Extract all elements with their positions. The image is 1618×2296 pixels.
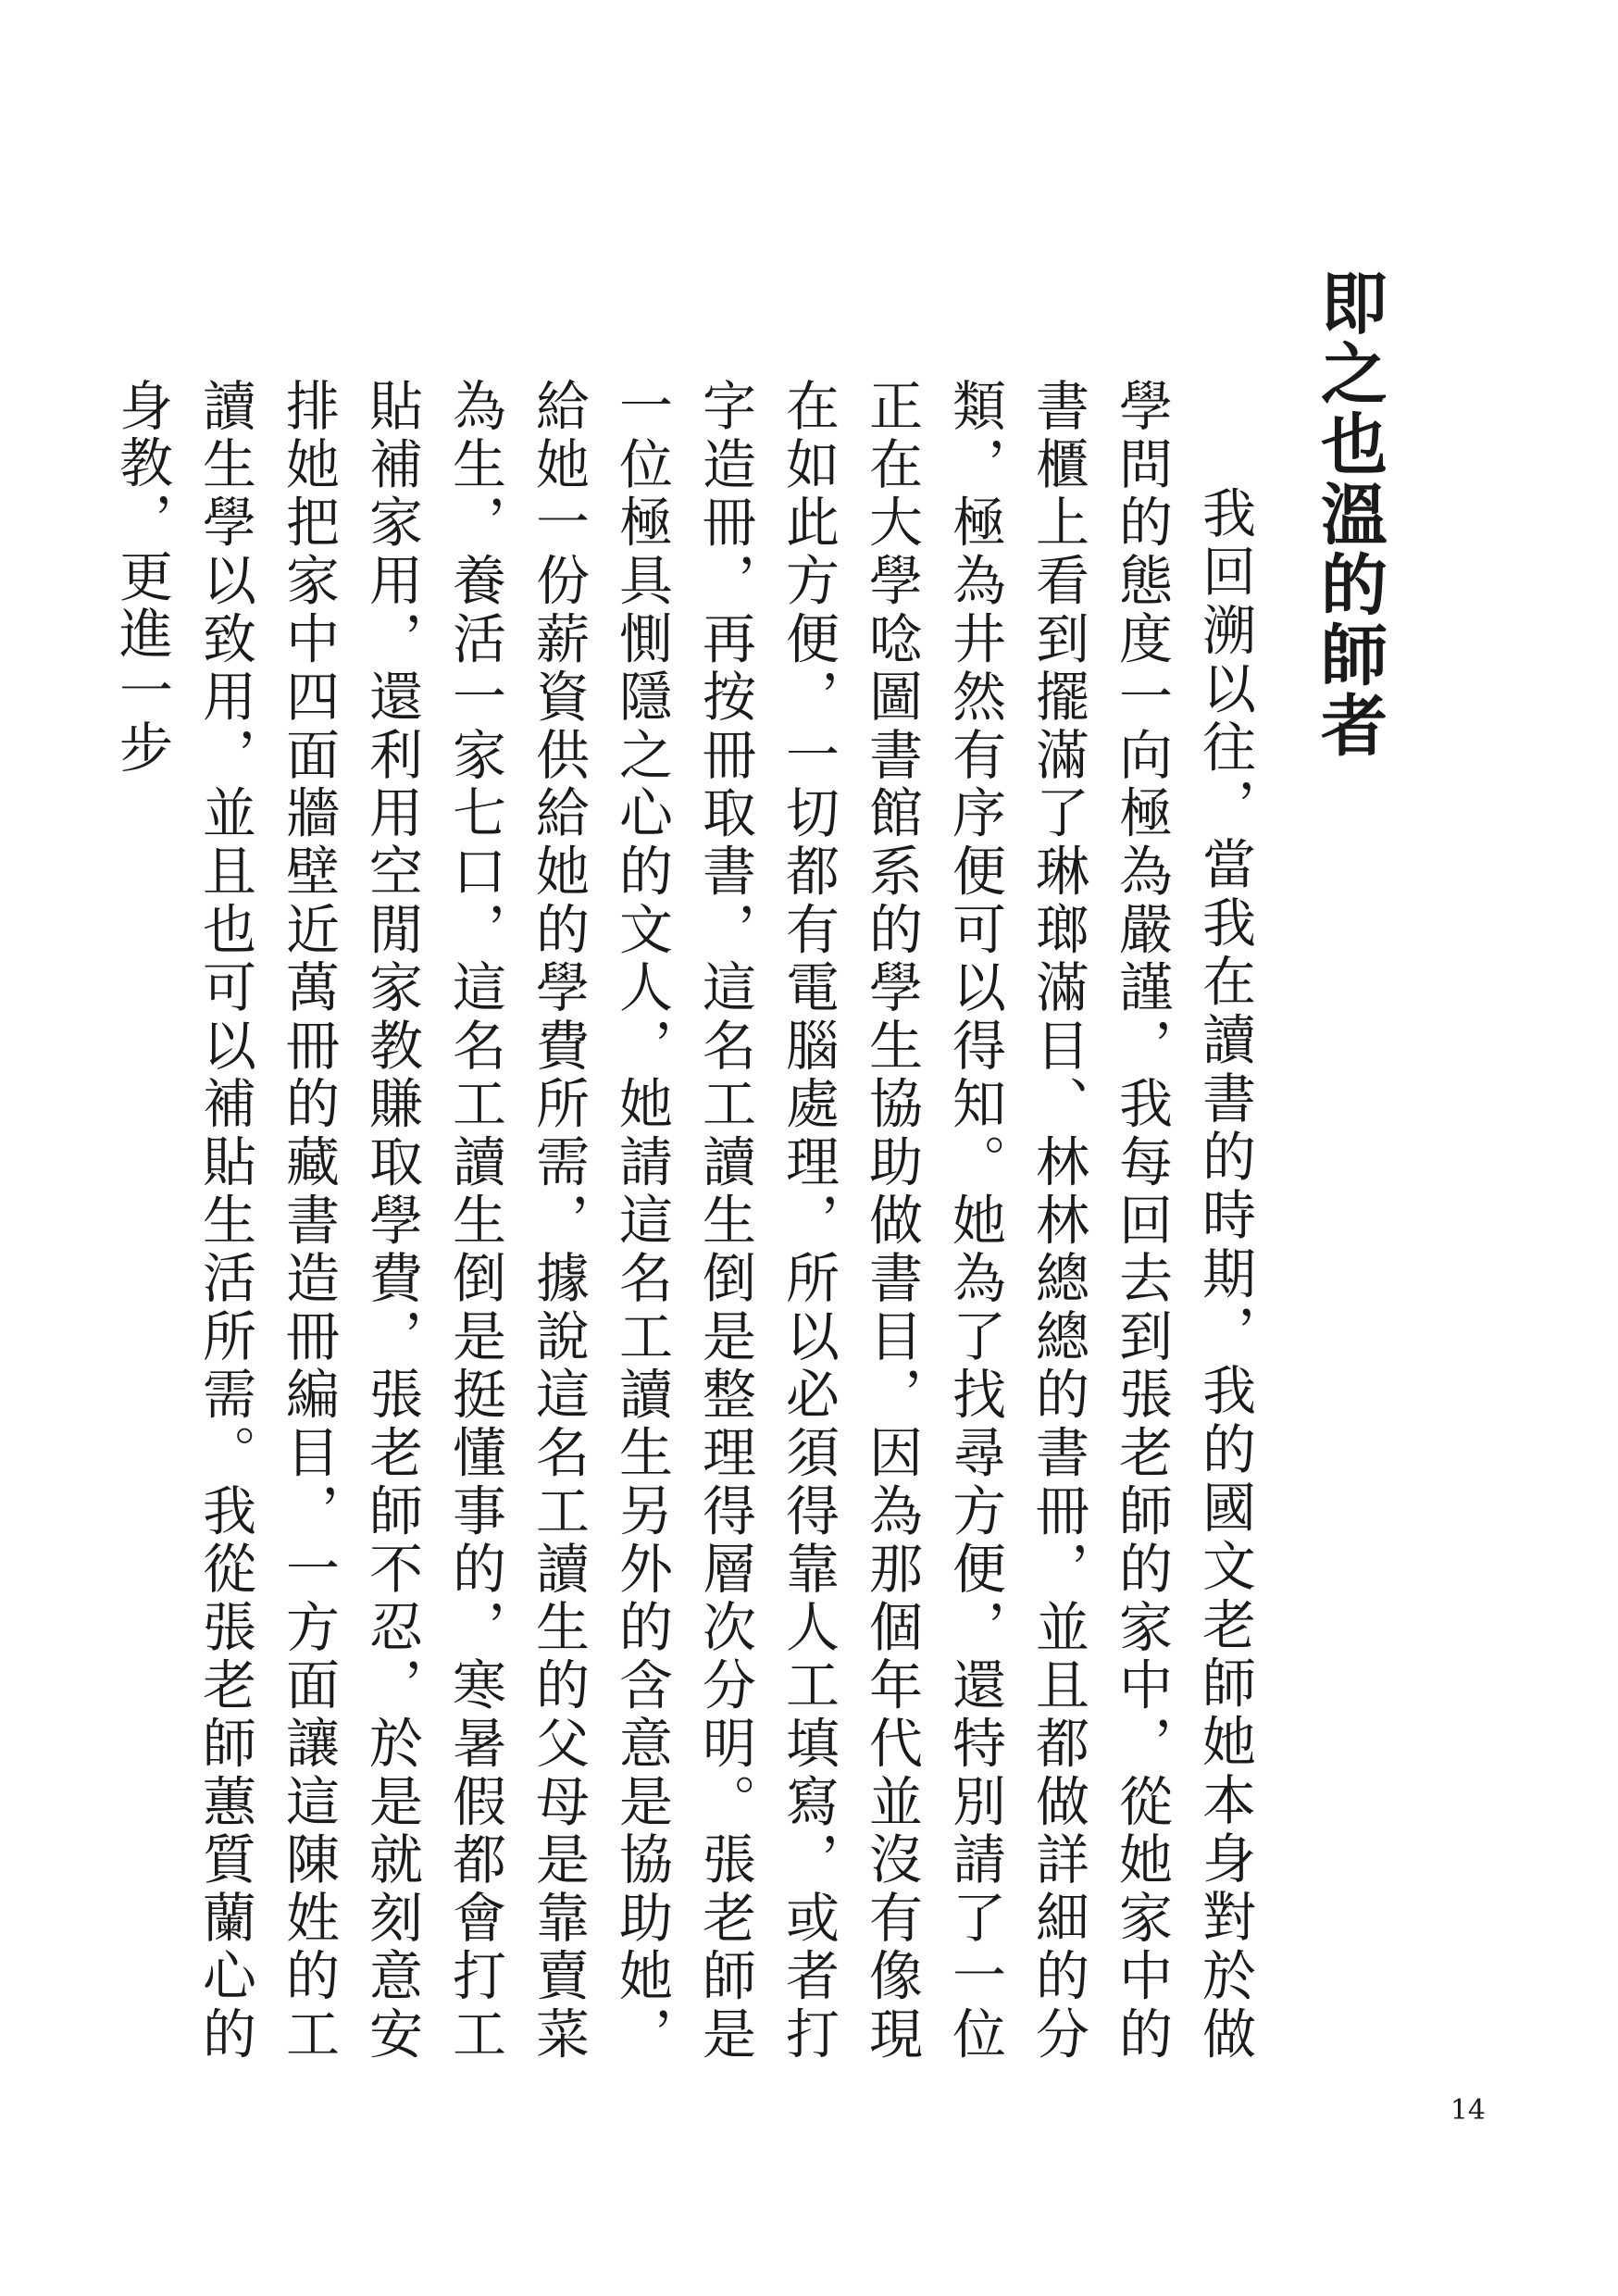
body-text bbox=[100, 378, 1266, 2063]
page-number: 14 bbox=[1450, 2094, 1486, 2127]
paragraph: 我回溯以往，當我在讀書的時期，我的國文老師她本身對於做學問的態度一向極為嚴謹，我每回去到張老師的家中，從她家中的書櫃上看到擺滿了琳瑯滿目、林林總總的書冊，並且都做詳細的分類，極為井然有序便可以得知。她為了找尋方便，還特別請了一位正在大學唸圖書館系的學生協助做書目，因為那個年代並沒有像現在如此方便，一切都有電腦處理，所以必須得靠人工填寫，或者打字造冊，再按冊取書，這名工讀生倒是整理得層次分明。張老師是一位極具惻隱之心的文人，她請這名工讀生另外的含意是協助她，給她一份薪資供給她的學費所需，據說這名工讀生的父母是靠賣菜為生，養活一家七口，這名工讀生倒是挺懂事的，寒暑假都會打工貼補家用，還利用空閒家教賺取學費，張老師不忍，於是就刻意安排她把家中四面牆壁近萬冊的藏書造冊編目，一方面讓這陳姓的工讀生學以致用，並且也可以補貼生活所需。我從張老師蕙質蘭心的身教，更進一步 bbox=[110, 378, 1256, 2063]
chapter-title: 即之也溫的師者 bbox=[1310, 268, 1388, 761]
